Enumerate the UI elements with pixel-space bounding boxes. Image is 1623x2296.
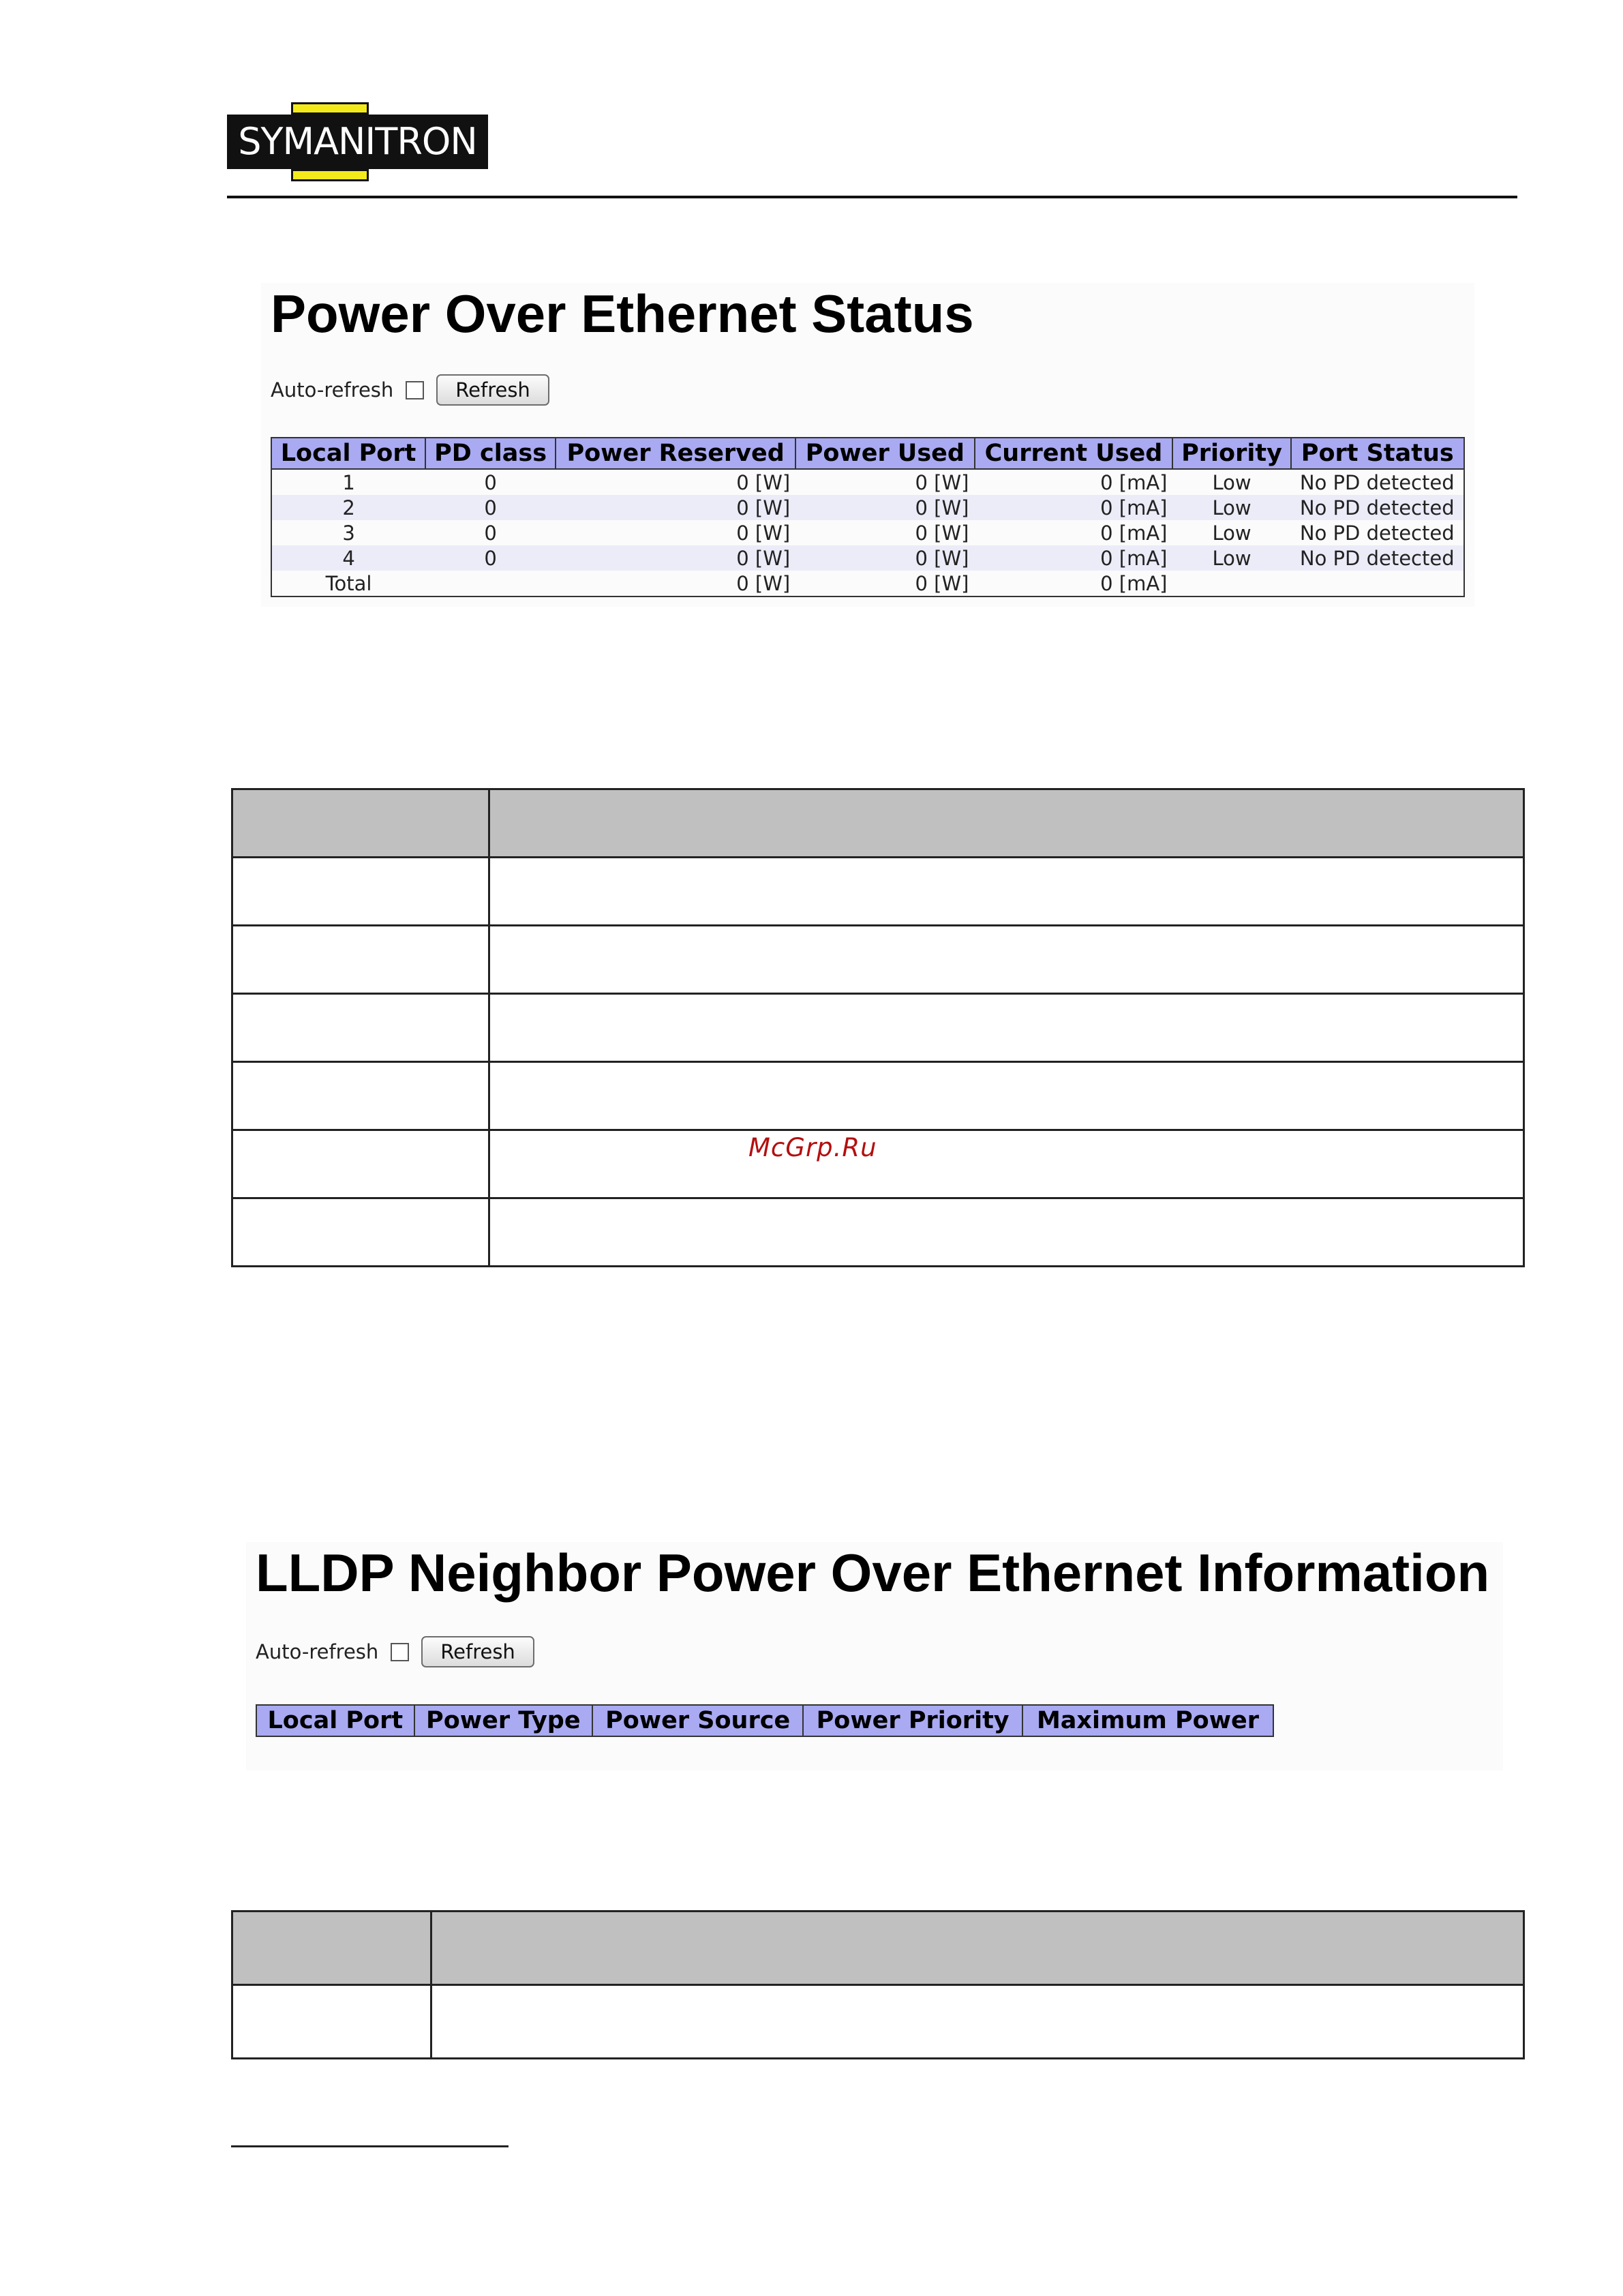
desc-row: [232, 858, 1524, 926]
cell-status: No PD detected: [1299, 470, 1455, 494]
poe-status-title: Power Over Ethernet Status: [271, 284, 974, 344]
desc-header-row: [232, 789, 1524, 858]
col-power-priority: Power Priority: [803, 1705, 1022, 1736]
cell-reserved: 0 [W]: [556, 495, 795, 520]
desc-row: [232, 1198, 1524, 1267]
table-header-row: [256, 1705, 1273, 1736]
cell-current: 0 [mA]: [1100, 521, 1168, 545]
lldp-poe-panel: [246, 1542, 1503, 1770]
desc-header-row: [232, 1912, 1524, 1985]
col-power-used: Power Used: [795, 438, 974, 469]
desc-row: [232, 926, 1524, 994]
logo-bar-bottom: [291, 169, 369, 181]
cell-empty: [1291, 571, 1464, 596]
cell-total-reserved: 0 [W]: [736, 571, 791, 595]
watermark: McGrp.Ru: [748, 1133, 877, 1162]
col-maximum-power: Maximum Power: [1022, 1705, 1273, 1736]
cell-pd-class: 0: [425, 495, 556, 520]
cell-reserved: 0 [W]: [556, 545, 795, 571]
logo-bar-top: [291, 102, 369, 115]
desc-row: [232, 1130, 1524, 1198]
cell-priority: Low: [1172, 545, 1290, 571]
col-priority: Priority: [1172, 438, 1290, 469]
refresh-button[interactable]: Refresh: [436, 374, 549, 406]
header-divider: [227, 196, 1517, 198]
table-header-row: [271, 438, 1464, 469]
cell-used: 0 [W]: [795, 495, 974, 520]
cell-reserved: 0 [W]: [736, 521, 791, 545]
col-power-type: Power Type: [414, 1705, 592, 1736]
cell-current: 0 [mA]: [975, 495, 1173, 520]
desc-row: [232, 994, 1524, 1062]
cell-status: No PD detected: [1291, 495, 1464, 520]
cell-used: 0 [W]: [795, 545, 974, 571]
cell-port: 1: [342, 470, 355, 494]
poe-description-table: [231, 788, 1525, 1267]
footnote-separator: [231, 2145, 509, 2147]
auto-refresh-label: Auto-refresh: [256, 1640, 379, 1663]
cell-pd-class: 0: [484, 470, 497, 494]
auto-refresh-checkbox[interactable]: [406, 381, 424, 399]
table-total-row: [271, 571, 1464, 596]
poe-status-table: [271, 437, 1465, 597]
cell-current: 0 [mA]: [1100, 470, 1168, 494]
col-pd-class: PD class: [425, 438, 556, 469]
col-power-reserved: Power Reserved: [556, 438, 795, 469]
col-power-source: Power Source: [592, 1705, 803, 1736]
auto-refresh-label: Auto-refresh: [271, 378, 394, 402]
lldp-description-table: [231, 1910, 1525, 2059]
cell-pd-class: 0: [484, 521, 497, 545]
cell-total-current: 0 [mA]: [1100, 571, 1168, 595]
cell-current: 0 [mA]: [975, 545, 1173, 571]
desc-row: [232, 1985, 1524, 2059]
logo-text: SYMANITRON: [227, 115, 488, 169]
cell-port: 4: [271, 545, 425, 571]
lldp-poe-table: [256, 1704, 1274, 1737]
cell-pd-class: 0: [425, 545, 556, 571]
cell-priority: Low: [1212, 521, 1252, 545]
col-current-used: Current Used: [975, 438, 1173, 469]
lldp-poe-title: LLDP Neighbor Power Over Ethernet Information: [256, 1543, 1490, 1603]
cell-total-used: 0 [W]: [915, 571, 969, 595]
auto-refresh-checkbox[interactable]: [391, 1643, 409, 1661]
col-local-port: Local Port: [271, 438, 425, 469]
col-port-status: Port Status: [1291, 438, 1464, 469]
col-local-port: Local Port: [256, 1705, 414, 1736]
table-row: [271, 495, 1464, 520]
poe-refresh-row: [271, 374, 549, 406]
cell-empty: [425, 571, 556, 596]
table-row: [271, 520, 1464, 545]
cell-used: 0 [W]: [915, 470, 969, 494]
refresh-button[interactable]: Refresh: [421, 1636, 534, 1667]
cell-priority: Low: [1172, 495, 1290, 520]
cell-empty: [1172, 571, 1290, 596]
cell-port: 3: [342, 521, 355, 545]
cell-reserved: 0 [W]: [736, 470, 791, 494]
table-row: [271, 545, 1464, 571]
poe-status-panel: [261, 283, 1474, 607]
desc-row: [232, 1062, 1524, 1130]
company-logo: [226, 100, 488, 184]
cell-used: 0 [W]: [915, 521, 969, 545]
cell-status: No PD detected: [1299, 521, 1455, 545]
cell-port: 2: [271, 495, 425, 520]
lldp-refresh-row: [256, 1636, 534, 1667]
cell-total-label: Total: [325, 571, 372, 595]
cell-priority: Low: [1212, 470, 1252, 494]
table-row: [271, 469, 1464, 495]
cell-status: No PD detected: [1291, 545, 1464, 571]
